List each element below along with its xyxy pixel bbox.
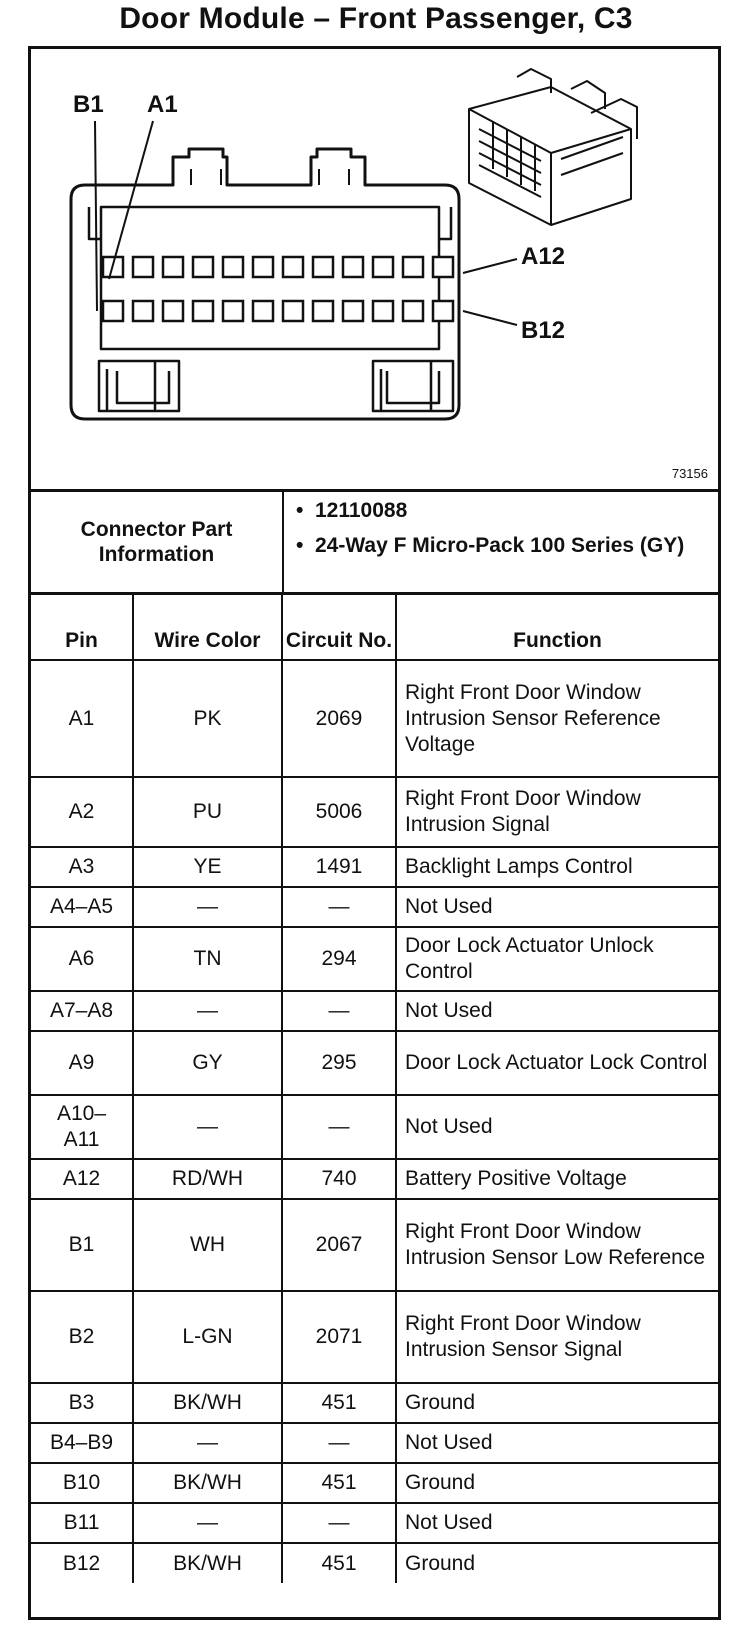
cell-function: Ground [396,1463,718,1503]
table-row [31,1543,718,1583]
cell-circuit: 2067 [282,1199,396,1291]
cell-wire: RD/WH [133,1159,282,1199]
table-row [31,927,718,991]
pin-cavity [343,257,363,277]
table-row [31,1463,718,1503]
cell-pin: A4–A5 [31,887,133,927]
pin-cavity [433,257,453,277]
cell-wire: — [133,991,282,1031]
pin-cavity [283,257,303,277]
cell-pin: B10 [31,1463,133,1503]
cell-circuit: 740 [282,1159,396,1199]
table-row [31,1291,718,1383]
pin-cavity [253,301,273,321]
cell-wire: YE [133,847,282,887]
table-row [31,1159,718,1199]
leader-a12 [463,259,517,273]
document-frame [28,46,721,1620]
cell-pin: B12 [31,1543,133,1583]
cell-pin: A9 [31,1031,133,1095]
cell-wire: BK/WH [133,1543,282,1583]
leader-a1 [109,121,153,279]
cell-circuit: 451 [282,1463,396,1503]
housing-outline [71,149,459,419]
connector-part-number: • 12110088 [293,498,713,523]
connector-face-drawing [31,49,718,489]
table-row [31,1199,718,1291]
cell-pin: A7–A8 [31,991,133,1031]
connector-info-list [293,498,713,558]
pin-cavity [403,257,423,277]
cell-wire: TN [133,927,282,991]
cell-function: Right Front Door Window Intrusion Signal [396,777,718,847]
connector-info-label: Connector Part Information [31,492,284,592]
cell-wire: PK [133,660,282,777]
pin-cavity [283,301,303,321]
cell-circuit: 295 [282,1031,396,1095]
cell-function: Right Front Door Window Intrusion Sensor Reference Voltage [396,660,718,777]
cell-function: Not Used [396,1503,718,1543]
cell-circuit: — [282,1095,396,1159]
cell-circuit: 294 [282,927,396,991]
label-b1: B1 [73,91,104,118]
table-row [31,1095,718,1159]
table-row [31,777,718,847]
cell-wire: — [133,1095,282,1159]
cell-circuit: 1491 [282,847,396,887]
cell-circuit: — [282,1503,396,1543]
table-row [31,1423,718,1463]
table-row [31,1383,718,1423]
table-row [31,847,718,887]
pin-cavity [403,301,423,321]
cell-wire: GY [133,1031,282,1095]
pin-cavity [313,301,333,321]
connector-3d-sketch [469,69,637,225]
pin-cavity [433,301,453,321]
pin-cavity [163,257,183,277]
cell-function: Door Lock Actuator Lock Control [396,1031,718,1095]
pin-cavity [223,257,243,277]
connector-description: • 24-Way F Micro-Pack 100 Series (GY) [293,533,713,558]
cell-function: Ground [396,1543,718,1583]
cell-circuit: 451 [282,1543,396,1583]
figure-id: 73156 [671,466,708,481]
pin-cavity [133,257,153,277]
cell-circuit: 451 [282,1383,396,1423]
pin-cavities [103,257,453,321]
pin-cavity [133,301,153,321]
leader-b12 [463,311,517,325]
cell-function: Battery Positive Voltage [396,1159,718,1199]
cell-pin: B3 [31,1383,133,1423]
pin-cavity [103,301,123,321]
cell-wire: — [133,887,282,927]
pin-cavity [223,301,243,321]
pin-cavity [193,301,213,321]
cell-pin: B4–B9 [31,1423,133,1463]
pinout-table [31,595,718,1583]
pin-cavity [193,257,213,277]
cell-function: Backlight Lamps Control [396,847,718,887]
pin-cavity [253,257,273,277]
cell-function: Not Used [396,1095,718,1159]
cell-function: Right Front Door Window Intrusion Sensor Signal [396,1291,718,1383]
cell-function: Ground [396,1383,718,1423]
cell-wire: L-GN [133,1291,282,1383]
cell-wire: WH [133,1199,282,1291]
header-circuit-no: Circuit No. [282,595,396,660]
cell-pin: B1 [31,1199,133,1291]
connector-part-information [31,492,718,595]
header-function: Function [396,595,718,660]
cell-circuit: — [282,991,396,1031]
cell-wire: — [133,1423,282,1463]
pin-cavity [313,257,333,277]
header-pin: Pin [31,595,133,660]
cell-circuit: 2069 [282,660,396,777]
table-row [31,660,718,777]
cell-pin: A12 [31,1159,133,1199]
cell-pin: B11 [31,1503,133,1543]
cell-wire: BK/WH [133,1383,282,1423]
pin-cavity [163,301,183,321]
right-latch [373,361,453,411]
cell-wire: BK/WH [133,1463,282,1503]
connector-diagram [31,49,718,492]
cell-pin: B2 [31,1291,133,1383]
cell-wire: PU [133,777,282,847]
cell-wire: — [133,1503,282,1543]
cell-circuit: — [282,1423,396,1463]
cell-function: Not Used [396,991,718,1031]
cell-pin: A3 [31,847,133,887]
table-row [31,1031,718,1095]
header-wire-color: Wire Color [133,595,282,660]
cell-circuit: 5006 [282,777,396,847]
pin-cavity [373,257,393,277]
cell-function: Door Lock Actuator Unlock Control [396,927,718,991]
table-row [31,1503,718,1543]
cell-function: Right Front Door Window Intrusion Sensor Low Reference [396,1199,718,1291]
cell-function: Not Used [396,887,718,927]
table-row [31,991,718,1031]
cell-function: Not Used [396,1423,718,1463]
leader-b1 [95,121,97,311]
table-row [31,887,718,927]
cell-pin: A6 [31,927,133,991]
cell-circuit: 2071 [282,1291,396,1383]
cell-pin: A1 [31,660,133,777]
label-b12: B12 [521,317,566,344]
label-a1: A1 [147,91,178,118]
label-a12: A12 [521,243,566,270]
cell-pin: A10– A11 [31,1095,133,1159]
page-title: Door Module – Front Passenger, C3 [119,2,633,35]
pin-cavity [343,301,363,321]
left-latch [99,361,179,411]
pin-cavity [373,301,393,321]
cell-circuit: — [282,887,396,927]
cell-pin: A2 [31,777,133,847]
